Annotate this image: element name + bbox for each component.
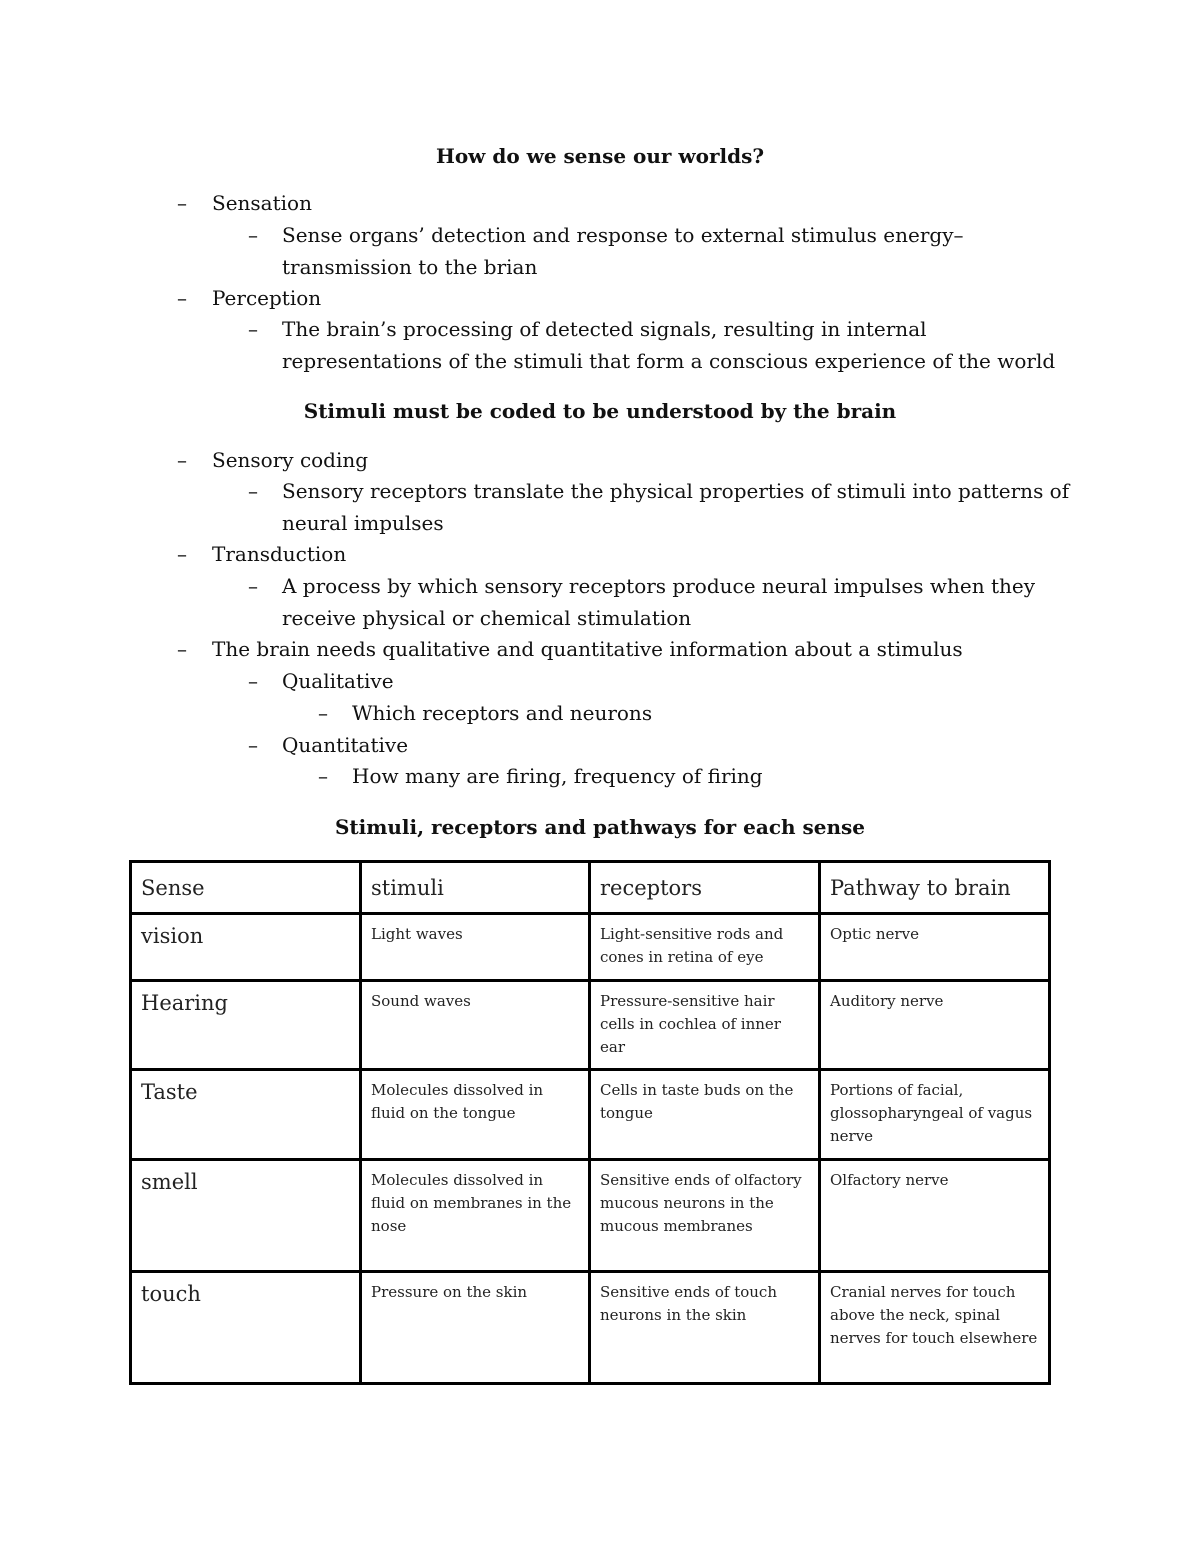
table-row	[131, 1272, 1050, 1384]
bullet-dash: –	[248, 669, 258, 693]
cell-sense: touch	[131, 1272, 361, 1384]
qualitative-detail: Which receptors and neurons	[352, 701, 653, 725]
list-item-sensation: Sensation	[212, 191, 312, 215]
cell-sense: Hearing	[131, 981, 361, 1070]
bullet-dash: –	[248, 574, 258, 598]
cell-pathway: Optic nerve	[820, 914, 1050, 981]
page-title: How do we sense our worlds?	[435, 144, 765, 168]
section-heading-coding: Stimuli must be coded to be understood by the brain	[303, 399, 897, 423]
table-row	[131, 981, 1050, 1070]
senses-table	[129, 860, 1051, 1385]
bullet-dash: –	[248, 317, 258, 341]
list-item-transduction: Transduction	[212, 542, 347, 566]
header-pathway: Pathway to brain	[820, 862, 1050, 914]
cell-stimuli: Light waves	[361, 914, 590, 981]
cell-sense: Taste	[131, 1070, 361, 1160]
bullet-dash: –	[248, 733, 258, 757]
cell-pathway: Olfactory nerve	[820, 1160, 1050, 1272]
sensory-coding-line2: neural impulses	[282, 511, 444, 535]
list-item-qualitative: Qualitative	[282, 669, 394, 693]
list-item-quantitative: Quantitative	[282, 733, 409, 757]
bullet-dash: –	[248, 223, 258, 247]
perception-definition-line1: The brain’s processing of detected signals, resulting in internal	[282, 317, 927, 341]
quantitative-detail: How many are firing, frequency of firing	[352, 764, 763, 788]
bullet-dash: –	[177, 542, 187, 566]
cell-receptors: Sensitive ends of olfactory mucous neurons in the mucous membranes	[590, 1160, 820, 1272]
cell-sense: vision	[131, 914, 361, 981]
cell-receptors: Cells in taste buds on the tongue	[590, 1070, 820, 1160]
cell-stimuli: Pressure on the skin	[361, 1272, 590, 1384]
cell-pathway: Cranial nerves for touch above the neck, spinal nerves for touch elsewhere	[820, 1272, 1050, 1384]
sensory-coding-line1: Sensory receptors translate the physical properties of stimuli into patterns of	[282, 479, 1070, 503]
header-sense: Sense	[131, 862, 361, 914]
cell-pathway: Portions of facial, glossopharyngeal of vagus nerve	[820, 1070, 1050, 1160]
transduction-line2: receive physical or chemical stimulation	[282, 606, 692, 630]
sensation-definition-line2: transmission to the brian	[282, 255, 538, 279]
cell-pathway: Auditory nerve	[820, 981, 1050, 1070]
cell-receptors: Light-sensitive rods and cones in retina of eye	[590, 914, 820, 981]
bullet-dash: –	[177, 637, 187, 661]
sensation-definition-line1: Sense organs’ detection and response to external stimulus energy–	[282, 223, 964, 247]
cell-sense: smell	[131, 1160, 361, 1272]
cell-stimuli: Molecules dissolved in fluid on membranes in the nose	[361, 1160, 590, 1272]
table-header-row	[131, 862, 1050, 914]
perception-definition-line2: representations of the stimuli that form a conscious experience of the world	[282, 349, 1056, 373]
cell-receptors: Pressure-sensitive hair cells in cochlea of inner ear	[590, 981, 820, 1070]
table-row	[131, 1160, 1050, 1272]
list-item-perception: Perception	[212, 286, 322, 310]
list-item-brain-needs: The brain needs qualitative and quantitative information about a stimulus	[212, 637, 963, 661]
bullet-dash: –	[248, 479, 258, 503]
bullet-dash: –	[177, 191, 187, 215]
bullet-dash: –	[318, 764, 328, 788]
cell-receptors: Sensitive ends of touch neurons in the skin	[590, 1272, 820, 1384]
cell-stimuli: Molecules dissolved in fluid on the tongue	[361, 1070, 590, 1160]
bullet-dash: –	[177, 286, 187, 310]
section-heading-table: Stimuli, receptors and pathways for each sense	[334, 815, 866, 839]
list-item-sensory-coding: Sensory coding	[212, 448, 369, 472]
header-receptors: receptors	[590, 862, 820, 914]
table-row	[131, 914, 1050, 981]
header-stimuli: stimuli	[361, 862, 590, 914]
cell-stimuli: Sound waves	[361, 981, 590, 1070]
table-row	[131, 1070, 1050, 1160]
bullet-dash: –	[177, 448, 187, 472]
bullet-dash: –	[318, 701, 328, 725]
transduction-line1: A process by which sensory receptors produce neural impulses when they	[282, 574, 1036, 598]
